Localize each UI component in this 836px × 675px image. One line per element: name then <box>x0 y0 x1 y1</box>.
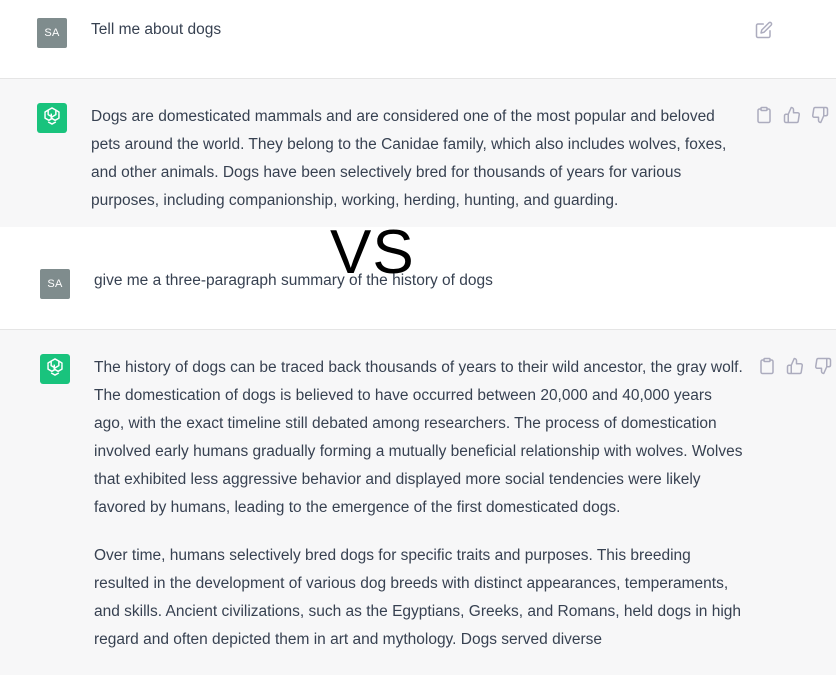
thumbs-up-icon[interactable] <box>783 106 801 124</box>
openai-logo-icon <box>44 356 66 383</box>
user-message-row-2 <box>0 227 836 329</box>
thumbs-up-icon[interactable] <box>786 357 804 375</box>
assistant-message-text <box>94 354 746 674</box>
assistant-message-text: Dogs are domesticated mammals and are considered one of the most popular and beloved pets around the world. They belong to the Canidae family, which also includes wolves, foxes, and other animals. Dogs have been selectively bred for thousands of years for various purposes, including companionship, working, herding, hunting, and guarding. <box>91 108 727 209</box>
user-message-row-1 <box>0 0 836 78</box>
assistant-paragraph: Over time, humans selectively bred dogs for specific traits and purposes. This breeding resulted in the development of various dog breeds with distinct appearances, temperaments, and skills. Ancient civilizations, such as the Egyptians, Greeks, and Romans, held dogs in high regard and often depicted them in art and mythology. Dogs served diverse <box>94 547 742 648</box>
assistant-avatar <box>40 354 70 384</box>
edit-icon[interactable] <box>755 21 773 39</box>
assistant-message-row-1 <box>0 79 836 227</box>
assistant-paragraph: The history of dogs can be traced back thousands of years to their wild ancestor, the gray wolf. The domestication of dogs is believed to have occurred between 20,000 and 40,000 years ago, with the exact timeline still debated among researchers. The process of domestication involved early humans gradually forming a mutually beneficial relationship with wolves. Wolves that exhibited less aggressive behavior and displayed more social tendencies were likely favored by humans, leading to the emergence of the first domesticated dogs. <box>94 359 743 516</box>
user-message-text: give me a three-paragraph summary of the history of dogs <box>94 272 493 289</box>
copy-icon[interactable] <box>755 106 773 124</box>
thumbs-down-icon[interactable] <box>814 357 832 375</box>
assistant-avatar <box>37 103 67 133</box>
vs-overlay-text: VS <box>330 218 415 287</box>
user-avatar-initials: SA <box>47 278 63 290</box>
thumbs-down-icon[interactable] <box>811 106 829 124</box>
copy-icon[interactable] <box>758 357 776 375</box>
user-avatar-initials: SA <box>44 27 60 39</box>
user-message-text: Tell me about dogs <box>91 21 222 38</box>
user-avatar <box>40 269 70 299</box>
assistant-message-row-2 <box>0 330 836 675</box>
user-avatar <box>37 18 67 48</box>
openai-logo-icon <box>41 105 63 132</box>
